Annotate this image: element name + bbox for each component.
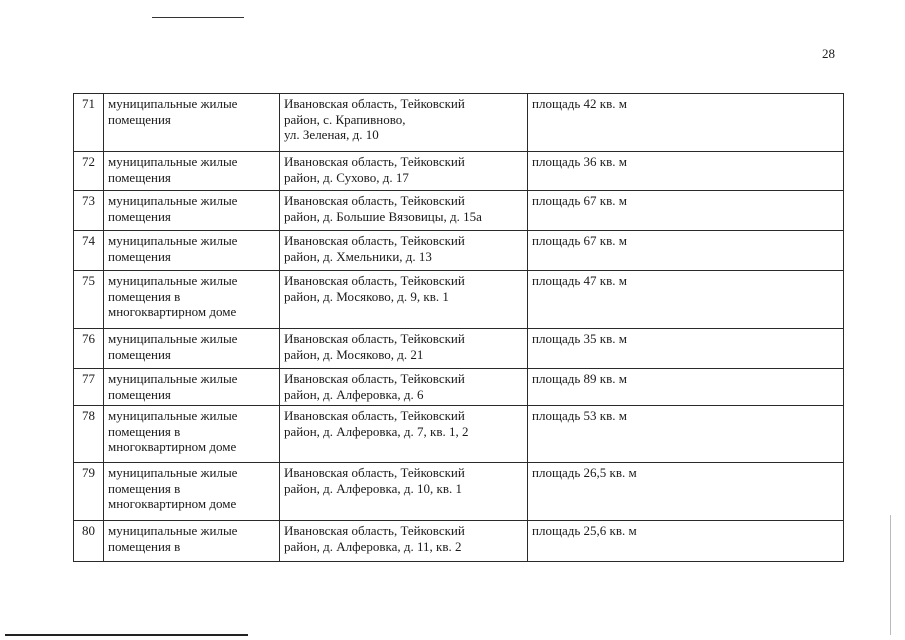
row-number: 75 (74, 271, 104, 329)
property-type: муниципальные жилые помещения в многоквартирном доме (104, 463, 280, 521)
property-address: Ивановская область, Тейковский район, д. Мосяково, д. 9, кв. 1 (280, 271, 528, 329)
row-number: 79 (74, 463, 104, 521)
property-address: Ивановская область, Тейковский район, д. Алферовка, д. 10, кв. 1 (280, 463, 528, 521)
property-type: муниципальные жилые помещения (104, 231, 280, 271)
property-area: площадь 67 кв. м (528, 191, 844, 231)
property-area: площадь 42 кв. м (528, 94, 844, 152)
property-address: Ивановская область, Тейковский район, д. Хмельники, д. 13 (280, 231, 528, 271)
property-address: Ивановская область, Тейковский район, д. Сухово, д. 17 (280, 152, 528, 191)
property-type: муниципальные жилые помещения в многоквартирном доме (104, 271, 280, 329)
property-type: муниципальные жилые помещения в (104, 521, 280, 562)
property-table (73, 93, 844, 562)
table-row (74, 463, 844, 521)
property-area: площадь 36 кв. м (528, 152, 844, 191)
property-area: площадь 26,5 кв. м (528, 463, 844, 521)
row-number: 74 (74, 231, 104, 271)
bottom-rule (5, 634, 248, 636)
table-row (74, 94, 844, 152)
page-number: 28 (822, 46, 835, 61)
row-number: 80 (74, 521, 104, 562)
table-row (74, 231, 844, 271)
top-rule (152, 17, 244, 18)
table-row (74, 271, 844, 329)
property-area: площадь 47 кв. м (528, 271, 844, 329)
table-body (74, 94, 844, 562)
property-area: площадь 67 кв. м (528, 231, 844, 271)
row-number: 72 (74, 152, 104, 191)
table-row (74, 369, 844, 406)
property-address: Ивановская область, Тейковский район, д. Мосяково, д. 21 (280, 329, 528, 369)
table-row (74, 152, 844, 191)
property-address: Ивановская область, Тейковский район, д. Алферовка, д. 6 (280, 369, 528, 406)
property-type: муниципальные жилые помещения в многоквартирном доме (104, 406, 280, 463)
row-number: 76 (74, 329, 104, 369)
row-number: 77 (74, 369, 104, 406)
property-type: муниципальные жилые помещения (104, 191, 280, 231)
property-address: Ивановская область, Тейковский район, с. Крапивново, ул. Зеленая, д. 10 (280, 94, 528, 152)
property-area: площадь 25,6 кв. м (528, 521, 844, 562)
table-row (74, 329, 844, 369)
scan-edge-mark (890, 515, 891, 635)
table-row (74, 406, 844, 463)
property-area: площадь 35 кв. м (528, 329, 844, 369)
property-area: площадь 53 кв. м (528, 406, 844, 463)
property-address: Ивановская область, Тейковский район, д. Большие Вязовицы, д. 15а (280, 191, 528, 231)
property-area: площадь 89 кв. м (528, 369, 844, 406)
table-row (74, 191, 844, 231)
row-number: 78 (74, 406, 104, 463)
table-row (74, 521, 844, 562)
property-type: муниципальные жилые помещения (104, 329, 280, 369)
row-number: 73 (74, 191, 104, 231)
property-type: муниципальные жилые помещения (104, 152, 280, 191)
property-address: Ивановская область, Тейковский район, д. Алферовка, д. 7, кв. 1, 2 (280, 406, 528, 463)
property-address: Ивановская область, Тейковский район, д. Алферовка, д. 11, кв. 2 (280, 521, 528, 562)
property-type: муниципальные жилые помещения (104, 94, 280, 152)
row-number: 71 (74, 94, 104, 152)
property-type: муниципальные жилые помещения (104, 369, 280, 406)
